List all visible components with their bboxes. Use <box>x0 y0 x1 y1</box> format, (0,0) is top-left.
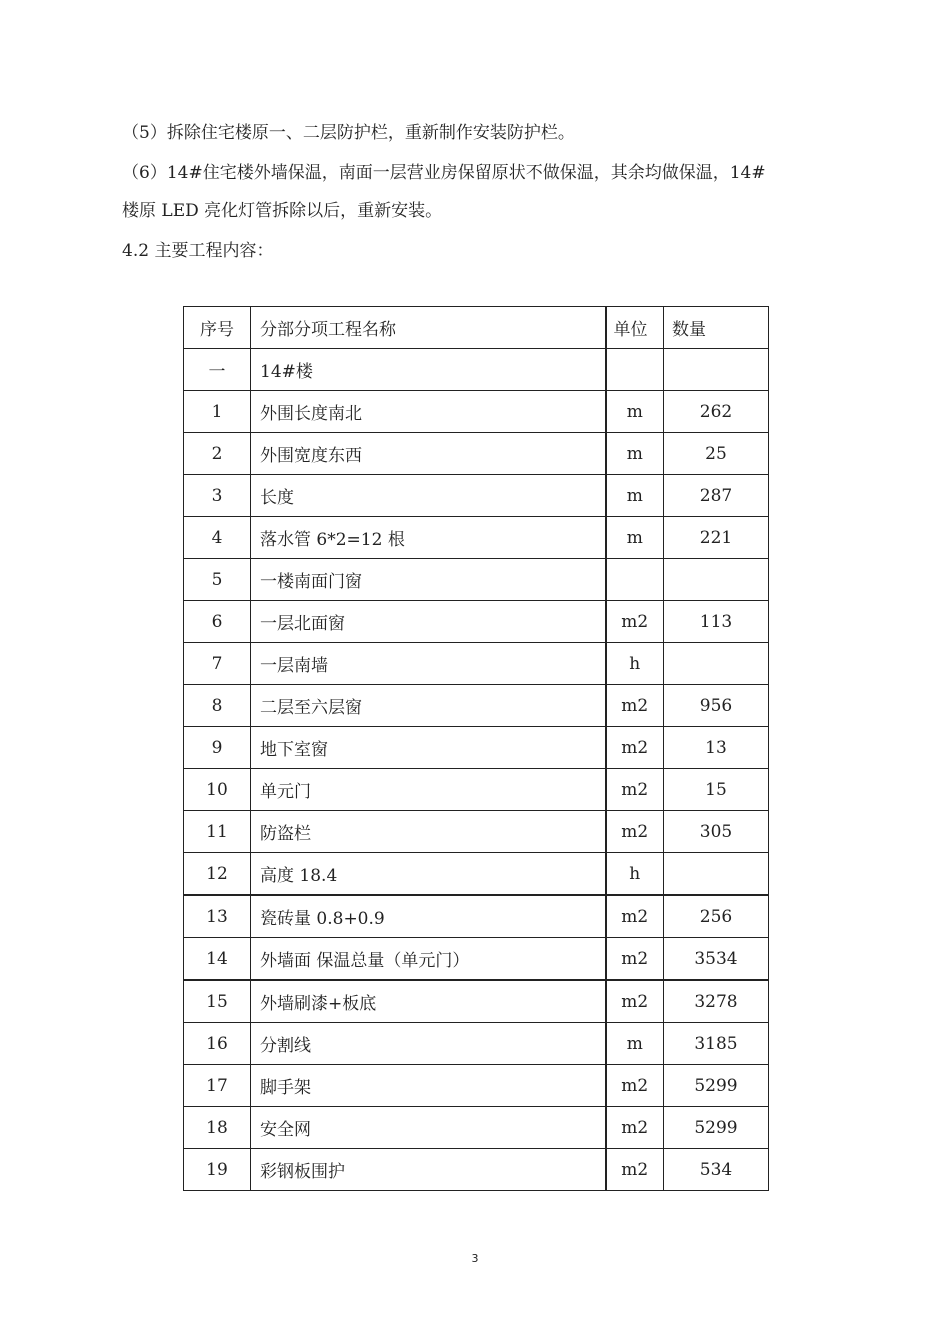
row-quantity: 305 <box>664 811 769 853</box>
row-item-name: 外墙刷漆+板底 <box>251 980 606 1023</box>
paragraph-item-6-line-1: （6）14#住宅楼外墙保温，南面一层营业房保留原状不做保温，其余均做保温，14# <box>122 163 766 183</box>
table-row <box>184 433 769 475</box>
row-quantity: 25 <box>664 433 769 475</box>
row-quantity <box>664 643 769 685</box>
row-item-name: 落水管 6*2=12 根 <box>251 517 606 559</box>
row-quantity: 534 <box>664 1149 769 1191</box>
row-unit: m2 <box>606 1107 664 1149</box>
row-quantity <box>664 853 769 896</box>
row-serial-number: 19 <box>184 1149 251 1191</box>
table-row <box>184 601 769 643</box>
row-quantity <box>664 559 769 601</box>
row-serial-number: 12 <box>184 853 251 896</box>
header-serial-number: 序号 <box>184 307 251 349</box>
row-serial-number: 3 <box>184 475 251 517</box>
row-unit: m2 <box>606 1065 664 1107</box>
row-item-name: 防盗栏 <box>251 811 606 853</box>
row-serial-number: 7 <box>184 643 251 685</box>
row-serial-number: 8 <box>184 685 251 727</box>
row-quantity: 956 <box>664 685 769 727</box>
row-serial-number: 11 <box>184 811 251 853</box>
row-serial-number: 18 <box>184 1107 251 1149</box>
table-row <box>184 769 769 811</box>
row-quantity: 287 <box>664 475 769 517</box>
row-item-name: 安全网 <box>251 1107 606 1149</box>
row-unit: m2 <box>606 727 664 769</box>
table-row <box>184 895 769 938</box>
table-row <box>184 980 769 1023</box>
table-row <box>184 1023 769 1065</box>
table-body <box>184 349 769 1191</box>
row-quantity: 3278 <box>664 980 769 1023</box>
row-item-name: 脚手架 <box>251 1065 606 1107</box>
header-item-name: 分部分项工程名称 <box>251 307 606 349</box>
row-unit <box>606 559 664 601</box>
paragraph-item-5: （5）拆除住宅楼原一、二层防护栏，重新制作安装防护栏。 <box>122 123 575 143</box>
row-serial-number: 10 <box>184 769 251 811</box>
table-row <box>184 685 769 727</box>
row-item-name: 单元门 <box>251 769 606 811</box>
row-quantity: 3534 <box>664 938 769 981</box>
row-item-name: 外墙面 保温总量（单元门） <box>251 938 606 981</box>
row-serial-number: 1 <box>184 391 251 433</box>
row-quantity: 5299 <box>664 1107 769 1149</box>
row-unit: m2 <box>606 601 664 643</box>
row-item-name: 地下室窗 <box>251 727 606 769</box>
section-heading-4-2: 4.2 主要工程内容： <box>122 241 274 261</box>
row-item-name: 外围长度南北 <box>251 391 606 433</box>
row-item-name: 分割线 <box>251 1023 606 1065</box>
row-serial-number: 15 <box>184 980 251 1023</box>
row-quantity: 15 <box>664 769 769 811</box>
row-unit: m2 <box>606 895 664 938</box>
table-row <box>184 1065 769 1107</box>
table-row <box>184 349 769 391</box>
row-unit: m <box>606 433 664 475</box>
table-row <box>184 727 769 769</box>
row-quantity <box>664 349 769 391</box>
row-quantity: 221 <box>664 517 769 559</box>
row-unit: m2 <box>606 685 664 727</box>
table-row <box>184 559 769 601</box>
row-quantity: 262 <box>664 391 769 433</box>
row-serial-number: 16 <box>184 1023 251 1065</box>
paragraph-item-6-line-2: 楼原 LED 亮化灯管拆除以后，重新安装。 <box>122 201 443 221</box>
table-row <box>184 853 769 896</box>
row-item-name: 一层南墙 <box>251 643 606 685</box>
row-serial-number: 4 <box>184 517 251 559</box>
table-row <box>184 391 769 433</box>
row-unit: m2 <box>606 769 664 811</box>
table-row <box>184 643 769 685</box>
row-unit: m <box>606 1023 664 1065</box>
row-item-name: 长度 <box>251 475 606 517</box>
row-unit: h <box>606 643 664 685</box>
row-serial-number: 17 <box>184 1065 251 1107</box>
row-item-name: 二层至六层窗 <box>251 685 606 727</box>
row-quantity: 256 <box>664 895 769 938</box>
row-serial-number: 一 <box>184 349 251 391</box>
header-unit: 单位 <box>606 307 664 349</box>
table-row <box>184 475 769 517</box>
row-unit: m2 <box>606 1149 664 1191</box>
row-unit: m2 <box>606 811 664 853</box>
table-row <box>184 517 769 559</box>
row-unit: m <box>606 517 664 559</box>
header-quantity: 数量 <box>664 307 769 349</box>
work-content-table <box>183 306 769 1191</box>
row-item-name: 高度 18.4 <box>251 853 606 896</box>
row-unit: m <box>606 475 664 517</box>
table-row <box>184 1149 769 1191</box>
row-item-name: 14#楼 <box>251 349 606 391</box>
row-serial-number: 2 <box>184 433 251 475</box>
table-row <box>184 1107 769 1149</box>
table-header-row <box>184 307 769 349</box>
row-serial-number: 5 <box>184 559 251 601</box>
row-item-name: 一楼南面门窗 <box>251 559 606 601</box>
table-row <box>184 811 769 853</box>
row-item-name: 一层北面窗 <box>251 601 606 643</box>
row-quantity: 13 <box>664 727 769 769</box>
row-serial-number: 9 <box>184 727 251 769</box>
row-quantity: 3185 <box>664 1023 769 1065</box>
row-unit: m2 <box>606 980 664 1023</box>
row-unit: m2 <box>606 938 664 981</box>
row-serial-number: 14 <box>184 938 251 981</box>
row-serial-number: 6 <box>184 601 251 643</box>
page-number: 3 <box>471 1252 479 1265</box>
row-unit: m <box>606 391 664 433</box>
table-row <box>184 938 769 981</box>
row-serial-number: 13 <box>184 895 251 938</box>
row-quantity: 113 <box>664 601 769 643</box>
row-quantity: 5299 <box>664 1065 769 1107</box>
row-unit: h <box>606 853 664 896</box>
row-item-name: 彩钢板围护 <box>251 1149 606 1191</box>
row-unit <box>606 349 664 391</box>
row-item-name: 外围宽度东西 <box>251 433 606 475</box>
row-item-name: 瓷砖量 0.8+0.9 <box>251 895 606 938</box>
